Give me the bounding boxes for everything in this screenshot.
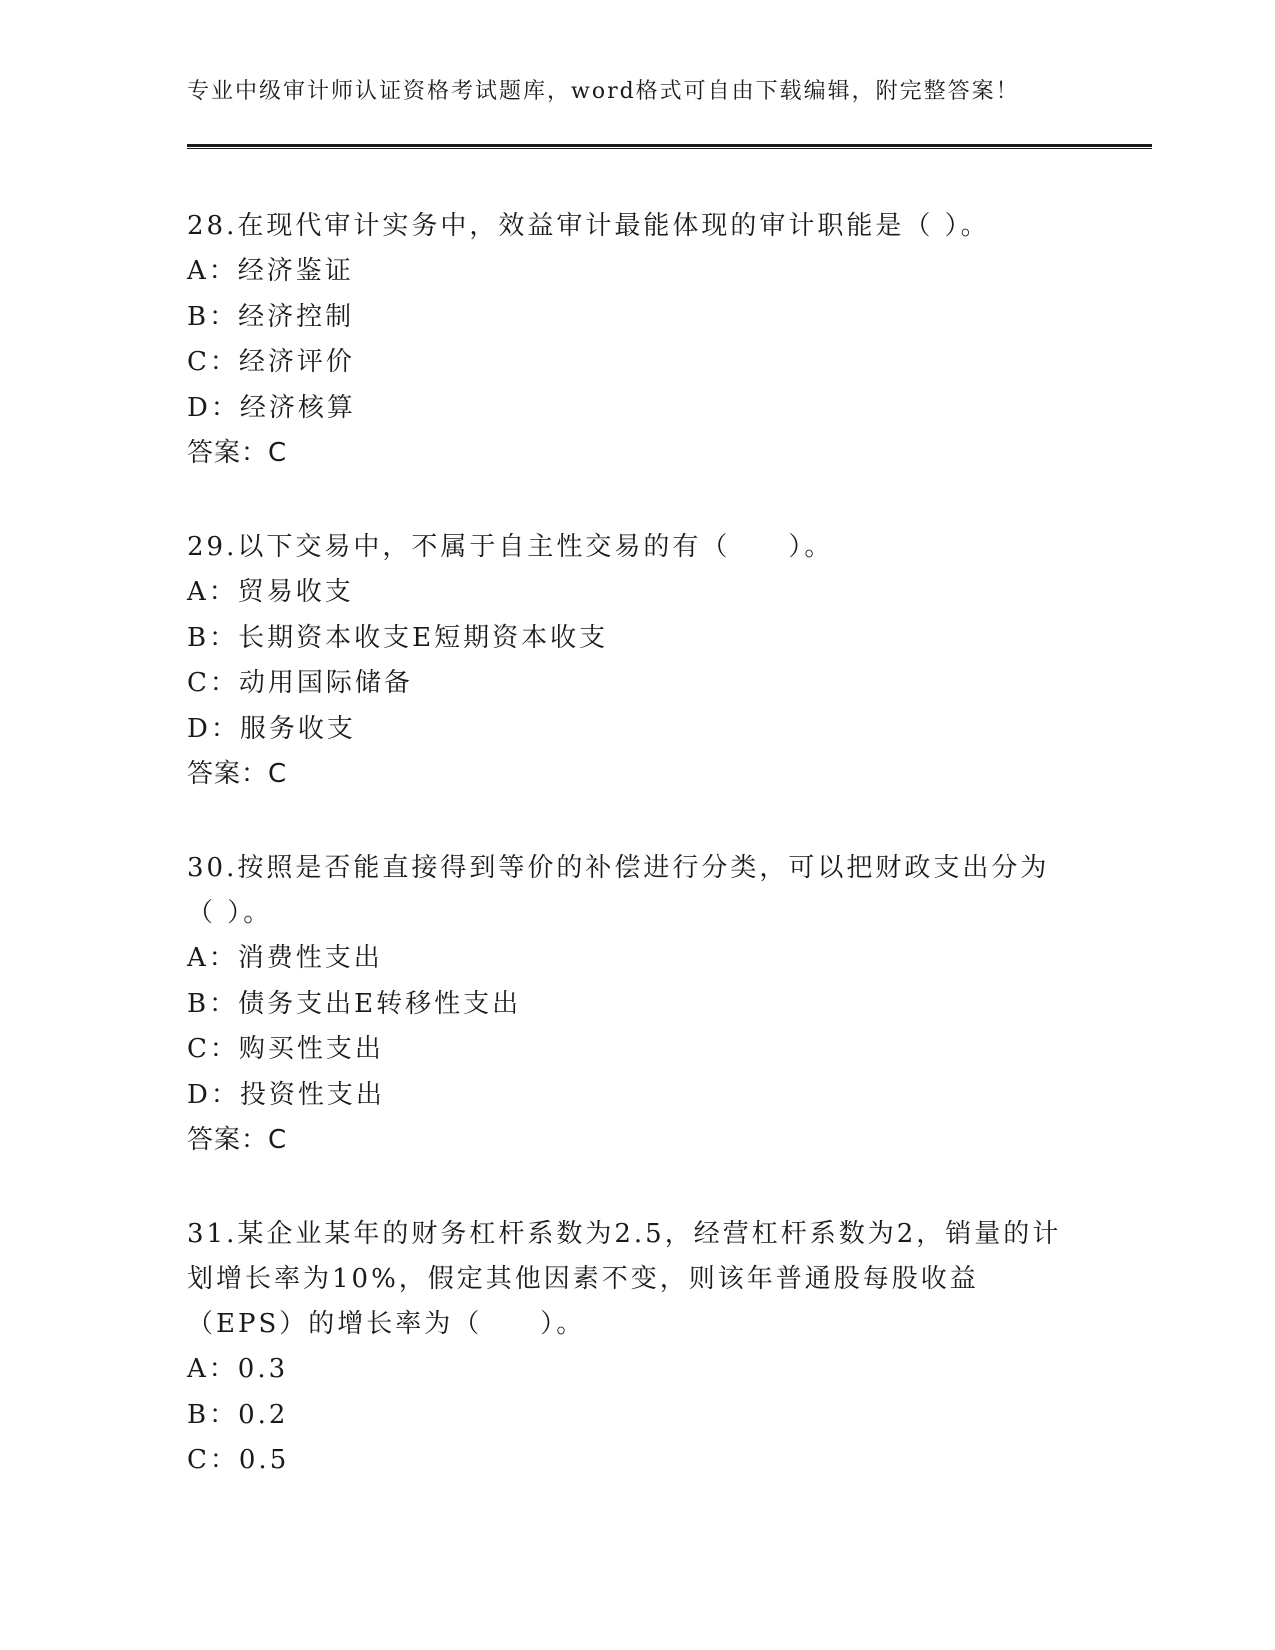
answer-line: 答案：C [187, 438, 288, 468]
option-c: C：经济评价 [187, 347, 355, 377]
question-stem: 29.以下交易中，不属于自主性交易的有（ ）。 [187, 532, 834, 562]
option-b: B：0.2 [187, 1399, 289, 1430]
question-stem: 30.按照是否能直接得到等价的补偿进行分类，可以把财政支出分为（ ）。 [187, 853, 1050, 928]
header-divider [187, 144, 1152, 149]
question-28 [187, 204, 1067, 476]
option-d: D：服务收支 [187, 713, 356, 744]
option-a: A：贸易收支 [187, 577, 354, 607]
option-c: C：0.5 [187, 1445, 290, 1475]
option-a: A：消费性支出 [187, 943, 383, 973]
option-a: A：经济鉴证 [187, 256, 354, 286]
option-b: B：经济控制 [187, 301, 355, 332]
option-c: C：购买性支出 [187, 1034, 384, 1064]
answer-line: 答案：C [187, 759, 288, 789]
question-list [187, 204, 1067, 1533]
question-31 [187, 1212, 1067, 1484]
question-29 [187, 525, 1067, 797]
option-b: B：长期资本收支E短期资本收支 [187, 622, 609, 653]
option-d: D：投资性支出 [187, 1079, 385, 1110]
page-header: 专业中级审计师认证资格考试题库，word格式可自由下载编辑，附完整答案！ [187, 79, 1020, 104]
option-c: C：动用国际储备 [187, 668, 413, 698]
option-b: B：债务支出E转移性支出 [187, 988, 522, 1019]
option-a: A：0.3 [187, 1354, 289, 1384]
question-stem: 28.在现代审计实务中，效益审计最能体现的审计职能是（ ）。 [187, 211, 990, 241]
answer-line: 答案：C [187, 1125, 288, 1155]
question-stem: 31.某企业某年的财务杠杆系数为2.5，经营杠杆系数为2，销量的计划增长率为10%，假定其他因素不变，则该年普通股每股收益（EPS）的增长率为（ ）。 [187, 1219, 1062, 1339]
question-30 [187, 846, 1067, 1163]
option-d: D：经济核算 [187, 392, 356, 423]
